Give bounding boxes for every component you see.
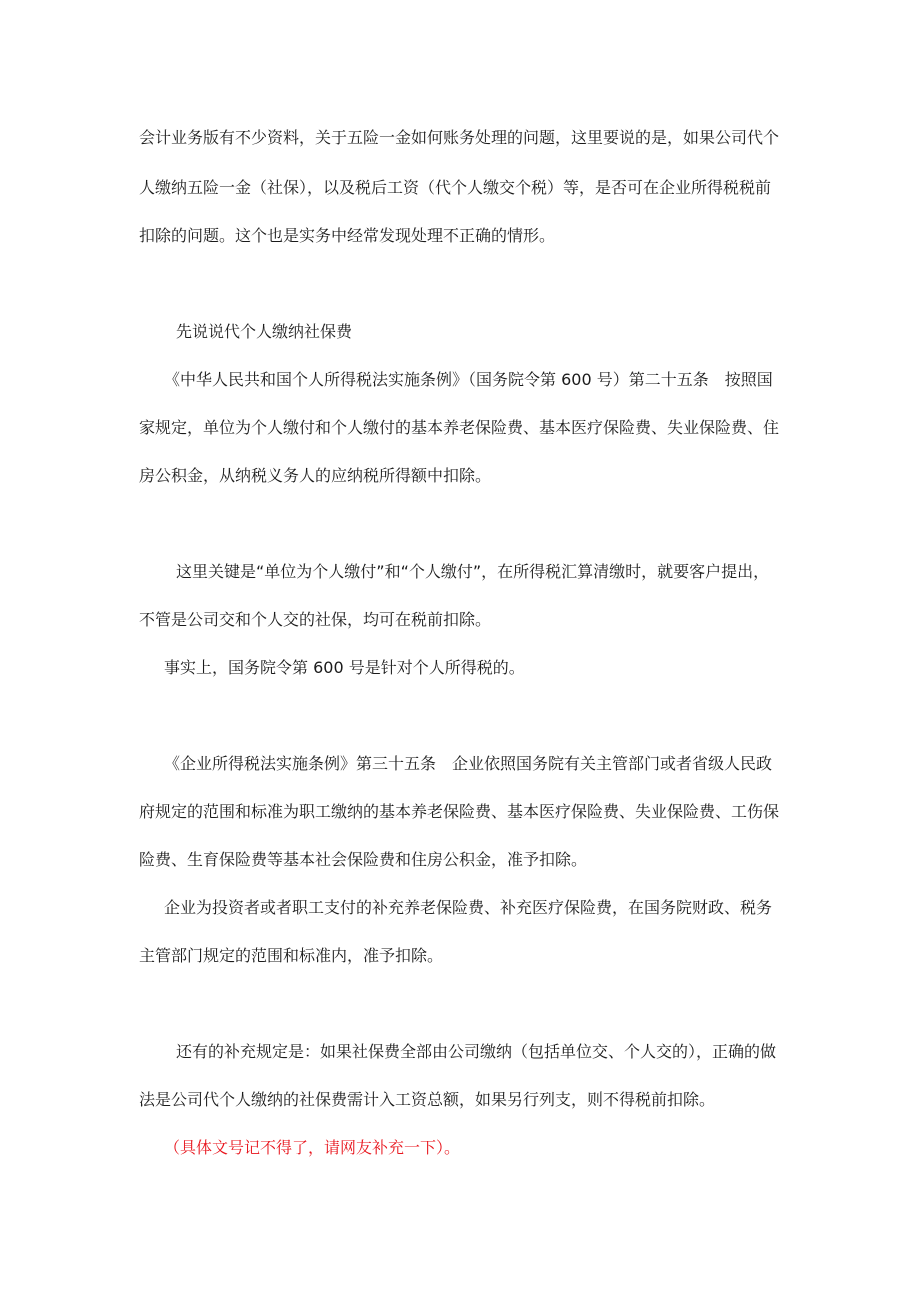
additional-rule-line-1: 还有的补充规定是：如果社保费全部由公司缴纳（包括单位交、个人交的），正确的做 [176,1042,777,1061]
cit-regulation-line-2: 府规定的范围和标准为职工缴纳的基本养老保险费、基本医疗保险费、失业保险费、工伤保 [139,802,780,821]
cit-regulation-line-1: 《企业所得税法实施条例》第三十五条 企业依照国务院有关主管部门或者省级人民政 [164,754,773,773]
pit-regulation-line-2: 家规定，单位为个人缴付和个人缴付的基本养老保险费、基本医疗保险费、失业保险费、住 [139,418,780,437]
red-note: （具体文号记不得了，请网友补充一下）。 [164,1138,461,1157]
section-heading: 先说说代个人缴纳社保费 [176,322,353,341]
intro-line-3: 扣除的问题。这个也是实务中经常发现处理不正确的情形。 [139,226,556,245]
supplementary-line-2: 主管部门规定的范围和标准内，准予扣除。 [139,946,444,965]
intro-line-1: 会计业务版有不少资料，关于五险一金如何账务处理的问题，这里要说的是，如果公司代个 [139,128,780,147]
supplementary-line-1: 企业为投资者或者职工支付的补充养老保险费、补充医疗保险费，在国务院财政、税务 [164,898,773,917]
cit-regulation-line-3: 险费、生育保险费等基本社会保险费和住房公积金，准予扣除。 [139,850,588,869]
pit-regulation-line-1: 《中华人民共和国个人所得税法实施条例》（国务院令第 600 号）第二十五条 按照国 [164,370,773,389]
fact-line: 事实上，国务院令第 600 号是针对个人所得税的。 [164,658,525,677]
pit-regulation-line-3: 房公积金，从纳税义务人的应纳税所得额中扣除。 [139,466,492,485]
key-point-line-1: 这里关键是“单位为个人缴付”和“个人缴付”，在所得税汇算清缴时，就要客户提出， [176,562,770,581]
additional-rule-line-2: 法是公司代个人缴纳的社保费需计入工资总额，如果另行列支，则不得税前扣除。 [139,1090,716,1109]
key-point-line-2: 不管是公司交和个人交的社保，均可在税前扣除。 [139,610,492,629]
intro-line-2: 人缴纳五险一金（社保），以及税后工资（代个人缴交个税）等，是否可在企业所得税税前 [139,178,772,197]
